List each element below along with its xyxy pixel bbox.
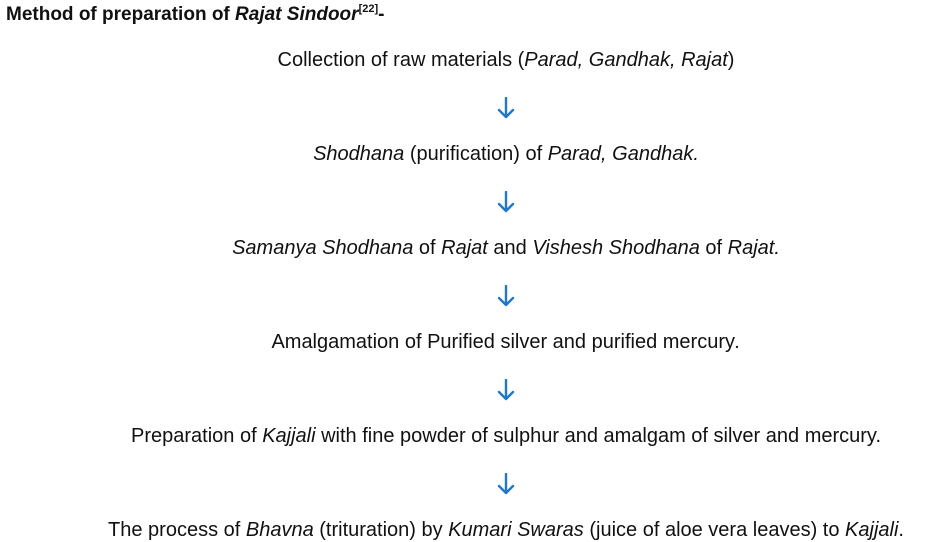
step-text-italic: Rajat xyxy=(441,237,488,259)
step-collection xyxy=(0,48,944,72)
step-text-italic: Kumari Swaras xyxy=(448,519,584,541)
step-text-italic: Vishesh Shodhana xyxy=(532,237,700,259)
step-text: Amalgamation of Purified silver and purified mercury xyxy=(271,331,735,353)
step-text-italic: Parad, Gandhak, Rajat xyxy=(524,49,728,71)
down-arrow-icon xyxy=(496,379,516,401)
step-text: Preparation of xyxy=(130,425,263,447)
step-text-italic: Kajjali xyxy=(262,425,316,447)
page-title xyxy=(6,3,384,26)
reference-number: [22] xyxy=(358,3,379,15)
step-text: (purification) of xyxy=(404,143,548,165)
step-text: (trituration) by xyxy=(313,519,449,541)
title-prefix: Method of preparation of xyxy=(6,4,236,25)
step-text: ) xyxy=(727,49,735,71)
step-text: and xyxy=(487,237,533,259)
step-text-italic: Samanya Shodhana xyxy=(232,237,414,259)
down-arrow-icon xyxy=(496,285,516,307)
step-bhavna xyxy=(0,518,944,542)
step-text: (juice of aloe vera leaves) to xyxy=(583,519,846,541)
step-shodhana xyxy=(0,142,944,166)
step-text: of xyxy=(413,237,442,259)
step-text: Collection of raw materials ( xyxy=(277,49,525,71)
step-text-italic: Parad, Gandhak. xyxy=(547,143,699,165)
step-text-italic: Rajat. xyxy=(727,237,780,259)
step-text: with fine powder of sulphur and amalgam of silver and mercury. xyxy=(315,425,881,447)
down-arrow-icon xyxy=(496,473,516,495)
step-text-italic: Kajjali xyxy=(845,519,899,541)
down-arrow-icon xyxy=(496,97,516,119)
step-rajat-shodhana xyxy=(0,236,944,260)
down-arrow-icon xyxy=(496,191,516,213)
step-text-italic: Bhavna xyxy=(245,519,314,541)
step-text-italic: . xyxy=(734,331,741,353)
step-text: of xyxy=(699,237,728,259)
step-amalgamation xyxy=(0,330,944,354)
step-kajjali xyxy=(0,424,944,448)
step-text: . xyxy=(898,519,904,541)
title-suffix: - xyxy=(378,4,385,25)
step-text: The process of xyxy=(108,519,246,541)
step-text-italic: Shodhana xyxy=(313,143,405,165)
title-italic: Rajat Sindoor xyxy=(235,4,359,25)
